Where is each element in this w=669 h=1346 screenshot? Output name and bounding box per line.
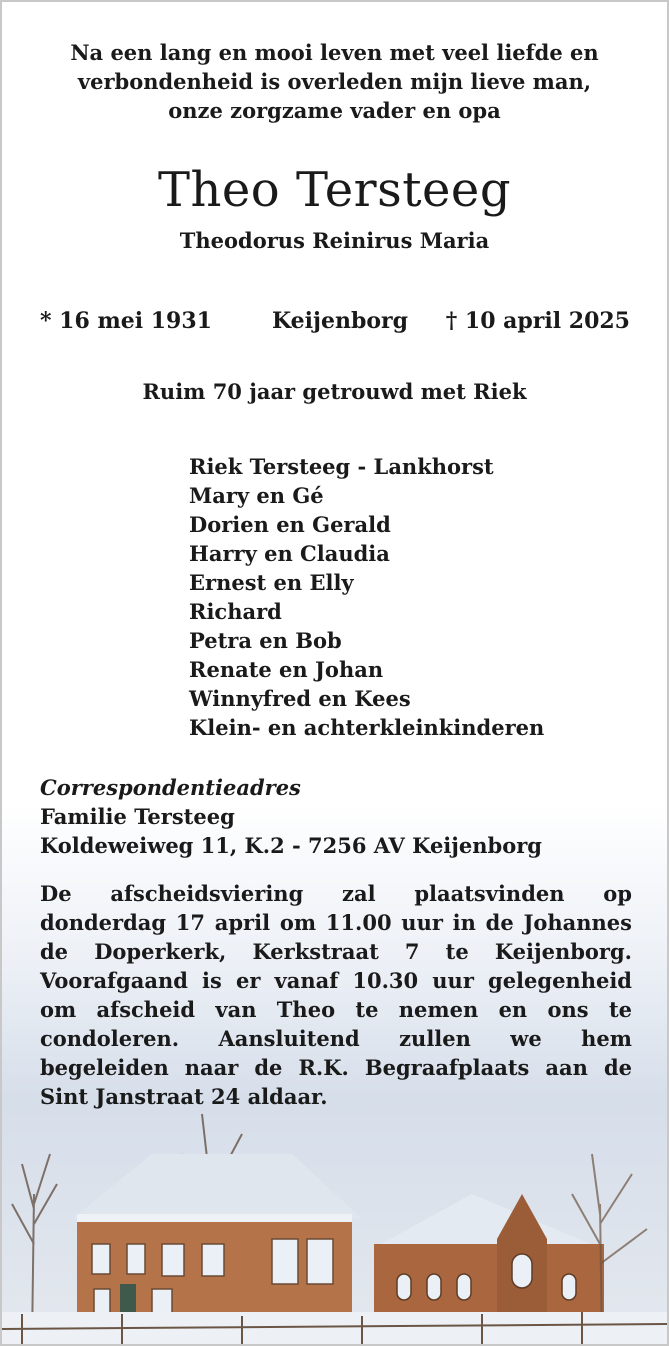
- family-member: Petra en Bob: [189, 628, 342, 653]
- married-line: Ruim 70 jaar getrouwd met Riek: [142, 379, 527, 404]
- correspondence-label: Correspondentieadres: [40, 775, 301, 800]
- intro-text: [2, 38, 667, 125]
- correspondence-name: Familie Tersteeg: [40, 804, 235, 829]
- family-member: Winnyfred en Kees: [189, 686, 411, 711]
- intro-line: onze zorgzame vader en opa: [168, 98, 501, 123]
- family-member: Dorien en Gerald: [189, 512, 391, 537]
- death-date: † 10 april 2025: [445, 308, 630, 334]
- correspondence-address: [40, 773, 542, 860]
- intro-line: Na een lang en mooi leven met veel liefde en: [70, 40, 599, 65]
- correspondence-street: Koldeweiweg 11, K.2 - 7256 AV Keijenborg: [40, 833, 542, 858]
- family-member: Riek Tersteeg - Lankhorst: [189, 454, 494, 479]
- birth-date: * 16 mei 1931: [40, 308, 212, 334]
- intro-line: verbondenheid is overleden mijn lieve man,: [77, 69, 592, 94]
- deceased-name: Theo Tersteeg: [157, 162, 512, 218]
- family-member: Klein- en achterkleinkinderen: [189, 715, 545, 740]
- family-member: Ernest en Elly: [189, 570, 354, 595]
- family-member: Harry en Claudia: [189, 541, 390, 566]
- family-list: [189, 452, 544, 742]
- deceased-full-name: Theodorus Reinirus Maria: [179, 228, 490, 253]
- family-member: Richard: [189, 599, 282, 624]
- place: Keijenborg: [272, 308, 408, 334]
- family-member: Renate en Johan: [189, 657, 384, 682]
- family-member: Mary en Gé: [189, 483, 324, 508]
- service-paragraph: De afscheidsviering zal plaatsvinden op donderdag 17 april om 11.00 uur in de Johannes de Doperkerk, Kerkstraat 7 te Keijenborg. Voorafgaand is er vanaf 10.30 uur gelegenheid om afscheid van Theo te nemen en ons te condoleren. Aansluitend zullen we hem begeleiden naar de R.K. Begraafplaats aan de Sint Janstraat 24 aldaar.: [40, 881, 632, 1109]
